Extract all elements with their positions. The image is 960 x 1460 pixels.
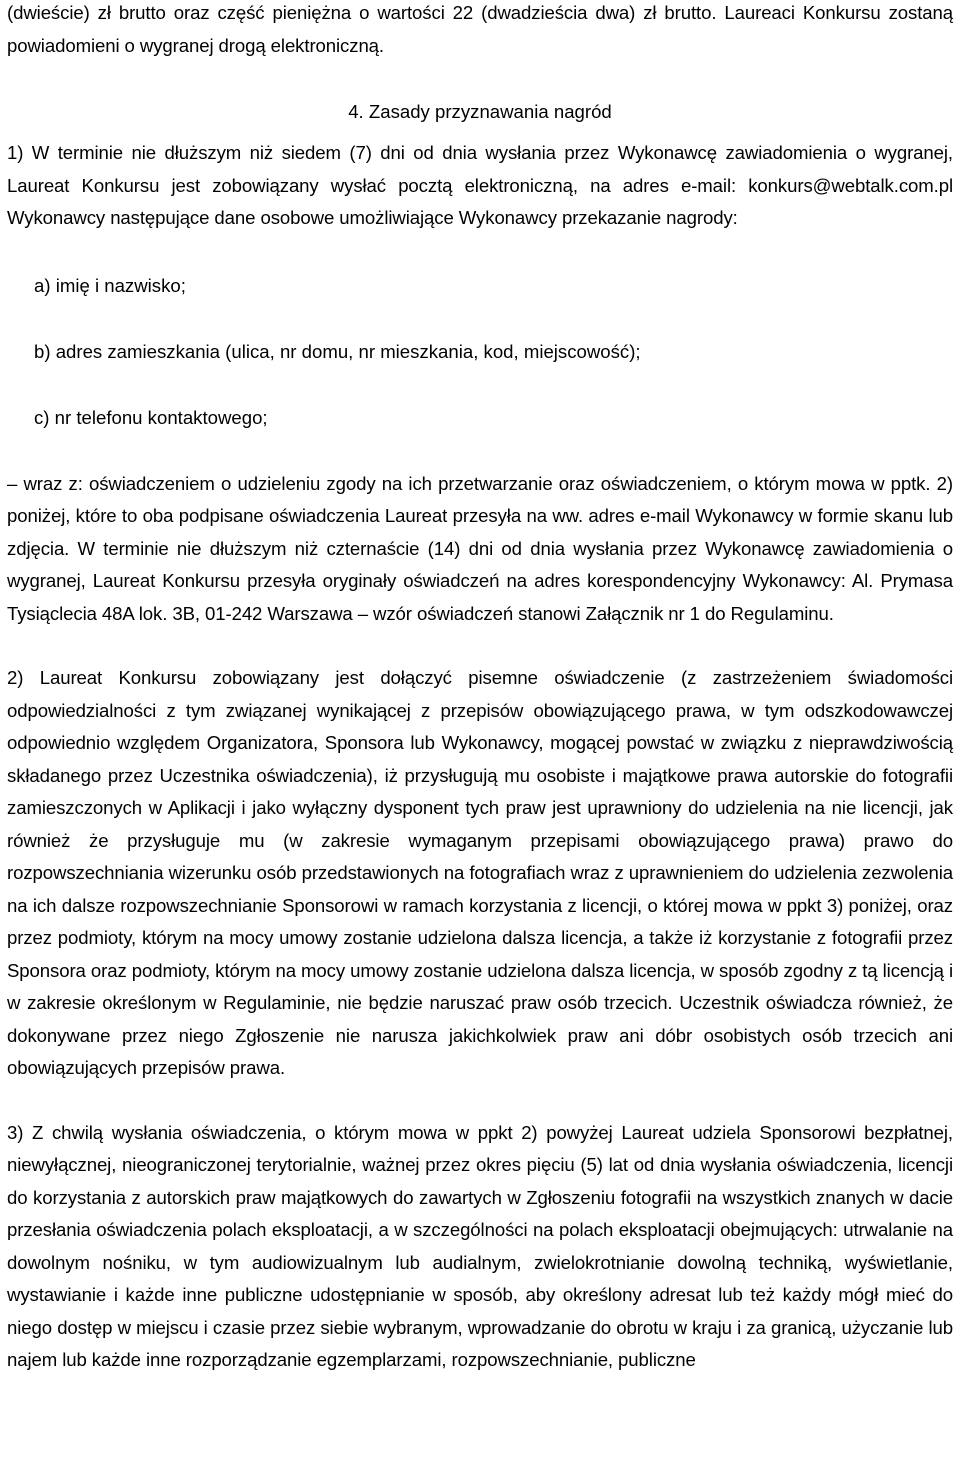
point-1-paragraph: 1) W terminie nie dłuższym niż siedem (7) dni od dnia wysłania przez Wykonawcę zawiadomienia o wygranej, Laureat Konkursu jest zobowiązany wysłać pocztą elektroniczną, na adres e-mail: konkurs@webtalk.com.pl Wykonawcy następujące dane osobowe umożliwiające Wykonawcy przekazanie nagrody: (7, 142, 953, 228)
document-page (7, 0, 953, 1377)
list-item-a: a) imię i nazwisko; (34, 274, 186, 296)
dash-paragraph: – wraz z: oświadczeniem o udzieleniu zgody na ich przetwarzanie oraz oświadczeniem, o którym mowa w pptk. 2) poniżej, które to oba podpisane oświadczenia Laureat przesyła na ww. adres e-mail Wykonawcy w formie skanu lub zdjęcia. W terminie nie dłuższym niż czternaście (14) dni od dnia wysłania przez Wykonawcę zawiadomienia o wygranej, Laureat Konkursu przesyła oryginały oświadczeń na adres korespondencyjny Wykonawcy: Al. Prymasa Tysiąclecia 48A lok. 3B, 01-242 Warszawa – wzór oświadczeń stanowi Załącznik nr 1 do Regulaminu. (7, 472, 953, 624)
section-heading: 4. Zasady przyznawania nagród (348, 101, 612, 122)
list-item-c: c) nr telefonu kontaktowego; (34, 406, 268, 428)
list-item-b: b) adres zamieszkania (ulica, nr domu, nr mieszkania, kod, miejscowość); (34, 340, 641, 362)
point-3-paragraph: 3) Z chwilą wysłania oświadczenia, o którym mowa w ppkt 2) powyżej Laureat udziela Sponsorowi bezpłatnej, niewyłącznej, nieograniczonej terytorialnie, ważnej przez okres pięciu (5) lat od dnia wysłania oświadczenia, licencji do korzystania z autorskich praw majątkowych do zawartych w Zgłoszeniu fotografii na wszystkich znanych w dacie przesłania oświadczenia polach eksploatacji, a w szczególności na polach eksploatacji obejmujących: utrwalanie na dowolnym nośniku, w tym audiowizualnym lub audialnym, zwielokrotnianie dowolną techniką, wyświetlanie, wystawianie i każde inne publiczne udostępnianie w sposób, aby określony adresat lub też każdy mógł mieć do niego dostęp w miejscu i czasie przez siebie wybranym, wprowadzanie do obrotu w kraju i za granicą, użyczanie lub najem lub każde inne rozporządzanie egzemplarzami, rozpowszechnianie, publiczne (7, 1121, 953, 1370)
intro-paragraph: (dwieście) zł brutto oraz część pieniężna o wartości 22 (dwadzieścia dwa) zł brutto. Laureaci Konkursu zostaną powiadomieni o wygranej drogą elektroniczną. (7, 2, 953, 56)
point-2-paragraph: 2) Laureat Konkursu zobowiązany jest dołączyć pisemne oświadczenie (z zastrzeżeniem świadomości odpowiedzialności z tym związanej wynikającej z przepisów obowiązującego prawa, w tym odszkodowawczej odpowiednio względem Organizatora, Sponsora lub Wykonawcy, mogącej powstać w związku z nieprawdziwością składanego przez Uczestnika oświadczenia), iż przysługują mu osobiste i majątkowe prawa autorskie do fotografii zamieszczonych w Aplikacji i jako wyłączny dysponent tych praw jest uprawniony do udzielenia na nie licencji, jak również że przysługuje mu (w zakresie wymaganym przepisami obowiązującego prawa) prawo do rozpowszechniania wizerunku osób przedstawionych na fotografiach wraz z uprawnieniem do udzielenia zezwolenia na ich dalsze rozpowszechnianie Sponsorowi w ramach korzystania z licencji, o której mowa w ppkt 3) poniżej, oraz przez podmioty, którym na mocy umowy zostanie udzielona dalsza licencja, a także iż korzystanie z fotografii przez Sponsora oraz podmioty, którym na mocy umowy zostanie udzielona dalsza licencja, w sposób zgodny z tą licencją i w zakresie określonym w Regulaminie, nie będzie naruszać praw osób trzecich. Uczestnik oświadcza również, że dokonywane przez niego Zgłoszenie nie narusza jakichkolwiek praw ani dóbr osobistych osób trzecich ani obowiązujących przepisów prawa. (7, 667, 953, 1078)
